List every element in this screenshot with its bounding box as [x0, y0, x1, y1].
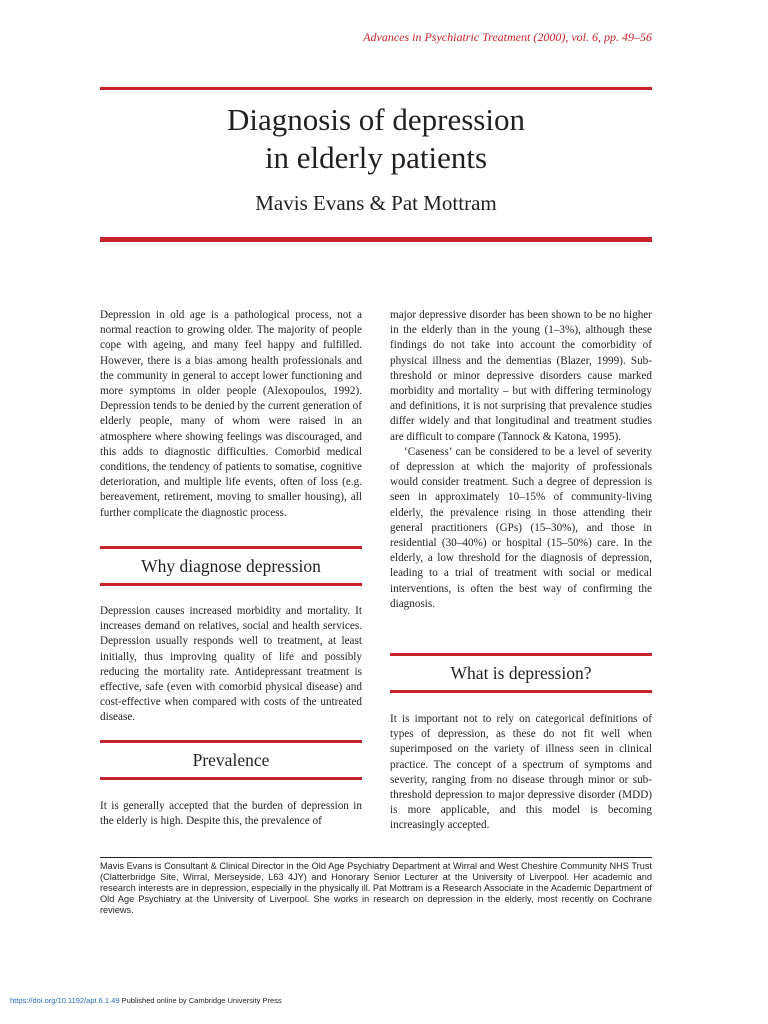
what-is-depression-paragraph [390, 712, 652, 834]
doi-line [10, 996, 282, 1005]
why-diagnose-text: Depression causes increased morbidity and mortality. It increases demand on relatives, social and health services. Depression usually responds well to treatment, at least initially, thus improving quality of life and possibly reducing the mortality rate. Antidepressant treatment is effective, safe (even with comorbid physical disease) and cost-effective when compared with costs of the untreated disease. [100, 605, 362, 724]
author-footnote: Mavis Evans is Consultant & Clinical Director in the Old Age Psychiatry Department at Wirral and West Cheshire Community NHS Trust (Clatterbridge Site, Wirral, Merseyside, L63 4JY) and Honorary Senior Lecturer at the University of Liverpool. Her academic and research interests are in depression, especially in the physically ill. Pat Mottram is a Research Associate in the Academic Department of Old Age Psychiatry at the University of Liverpool. She works in research on depression in the elderly, most recently on Cochrane reviews. [100, 857, 652, 916]
prevalence-paragraph [100, 799, 362, 829]
section-heading-why-diagnose: Why diagnose depression [100, 546, 362, 586]
article-authors: Mavis Evans & Pat Mottram [255, 191, 497, 215]
top-rule [100, 87, 652, 90]
title-bottom-rule [100, 237, 652, 242]
title-line-1: Diagnosis of depression [227, 102, 525, 137]
published-text: Published online by Cambridge University Press [119, 996, 282, 1005]
article-title [100, 101, 652, 177]
journal-reference: Advances in Psychiatric Treatment (2000), vol. 6, pp. 49–56 [363, 30, 652, 44]
caseness-text: ‘Caseness’ can be considered to be a level of severity of depression at which the majority of professionals would consider treatment. Such a degree of depression is seen in approximately 10–15% of community-living elderly, the prevalence rising in those attending their general practitioners (GPs) (15–30%), and those in residential (30–40%) or hospital (15–50%) care. In the elderly, a low threshold for the diagnosis of depression, leading to a trial of treatment with social or medical interventions, is often the best way of confirming the diagnosis. [390, 445, 652, 610]
doi-link[interactable]: https://doi.org/10.1192/apt.6.1.49 [10, 996, 120, 1005]
prevalence-continued-text: major depressive disorder has been shown to be no higher in the elderly than in the young (1–3%), although these findings do not take into account the comorbidity of physical illness and the dementias (Blazer, 1999). Sub-threshold or minor depressive disorders cause marked morbidity and mortality – but with differing terminology and definitions, it is not surprising that prevalence studies differ widely and that longitudinal and treatment studies are difficult to compare (Tannock & Katona, 1995). [390, 309, 652, 443]
section-heading-prevalence: Prevalence [100, 740, 362, 780]
prevalence-text: It is generally accepted that the burden of depression in the elderly is high. Despite this, the prevalence of [100, 800, 362, 828]
intro-text: Depression in old age is a pathological process, not a normal reaction to growing older. The majority of people cope with ageing, and many feel happy and fulfilled. However, there is a bias among health professionals and the community in general to accept lower functioning and more symptoms in older people (Alexopoulos, 1992). Depression tends to be denied by the current generation of elderly people, many of whom were raised in an atmosphere where showing feelings was discouraged, and this adds to diagnostic difficulties. Comorbid medical conditions, the tendency of patients to somatise, cognitive deterioration, and multiple life events, often of loss (e.g. bereavement, retirement, moving to smaller housing), all further complicate the diagnostic process. [100, 309, 362, 519]
prevalence-continued [390, 308, 652, 612]
why-diagnose-paragraph [100, 604, 362, 726]
title-line-2: in elderly patients [264, 140, 488, 175]
what-is-depression-text: It is important not to rely on categorical definitions of types of depression, as these do not fit well when superimposed on the variety of illness seen in clinical practice. The concept of a spectrum of symptoms and severity, ranging from no disease through minor or sub-threshold depression to major depressive disorder (MDD) is more applicable, and this model is becoming increasingly accepted. [390, 713, 652, 832]
section-heading-what-is-depression: What is depression? [390, 653, 652, 693]
intro-paragraph [100, 308, 362, 521]
